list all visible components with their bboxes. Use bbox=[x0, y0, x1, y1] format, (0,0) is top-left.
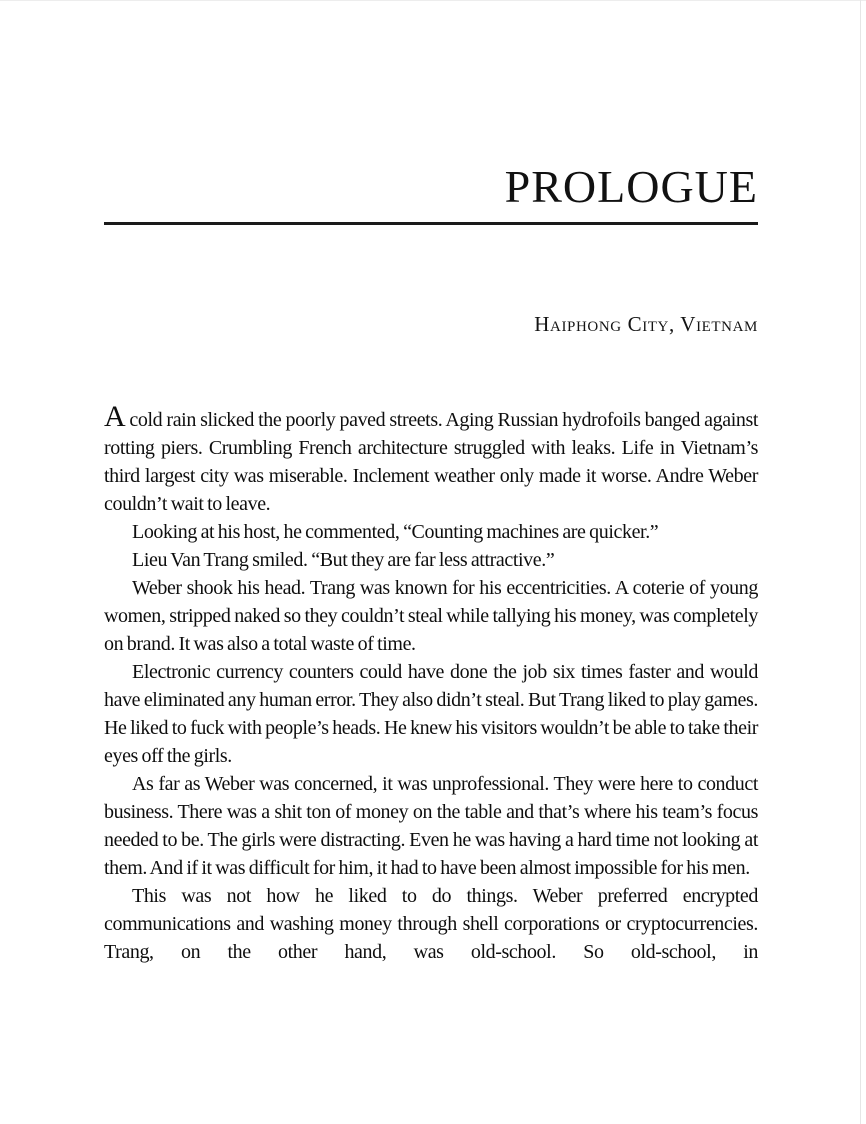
paragraph bbox=[104, 399, 758, 518]
page-content bbox=[104, 0, 758, 966]
chapter-dateline: Haiphong City, Vietnam bbox=[534, 311, 758, 336]
paragraph: Looking at his host, he commented, “Counting machines are quicker.” bbox=[132, 520, 659, 543]
paragraph: Electronic currency counters could have done the job six times faster and would have eliminated any human error. They also didn’t steal. But Trang liked to play games. He liked to fuck with people’s heads. He knew his visitors wouldn’t be able to take their eyes off the girls. bbox=[104, 660, 758, 767]
title-double-rule bbox=[104, 222, 758, 225]
paragraph-text: cold rain slicked the poorly paved streets. Aging Russian hydrofoils banged against rotting piers. Crumbling French architecture struggled with leaks. Life in Vietnam’s third largest city was miserable. Inclement weather only made it worse. Andre Weber couldn’t wait to leave. bbox=[104, 408, 758, 515]
chapter-body bbox=[104, 399, 758, 966]
right-edge-hairline bbox=[860, 0, 861, 1124]
chapter-title: PROLOGUE bbox=[504, 161, 758, 212]
paragraph: Lieu Van Trang smiled. “But they are far less attractive.” bbox=[132, 548, 555, 571]
initial-capital: A bbox=[104, 399, 126, 433]
paragraph: As far as Weber was concerned, it was unprofessional. They were here to conduct business. There was a shit ton of money on the table and that’s where his team’s focus needed to be. The girls were distracting. Even he was having a hard time not looking at them. And if it was difficult for him, it had to have been almost impossible for his men. bbox=[104, 772, 758, 879]
paragraph: This was not how he liked to do things. Weber preferred encrypted communications and washing money through shell corporations or cryptocurrencies. Trang, on the other hand, was old-school. So old-school, in bbox=[104, 884, 758, 963]
paragraph: Weber shook his head. Trang was known for his eccentricities. A coterie of young women, stripped naked so they couldn’t steal while tallying his money, was completely on brand. It was also a total waste of time. bbox=[104, 576, 758, 655]
